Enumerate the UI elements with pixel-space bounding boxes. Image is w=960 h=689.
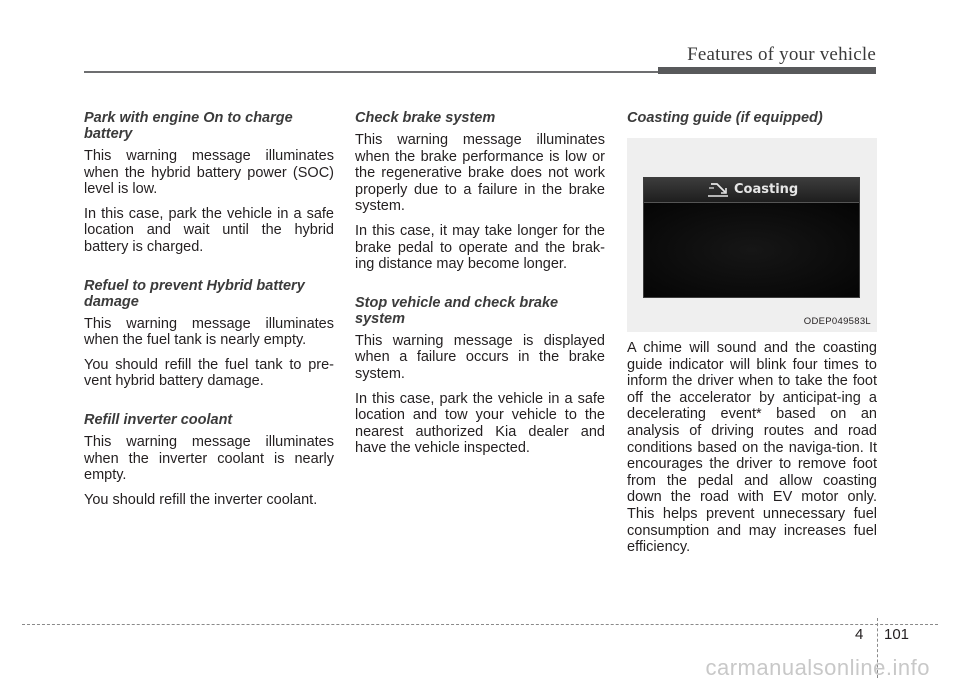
screen-label: Coasting [734,182,799,197]
paragraph: You should refill the inverter coolant. [84,491,318,508]
section-check-brake [355,110,605,273]
figure-code: ODEP049583L [803,316,871,327]
header-rule-accent [658,67,876,74]
page-number: 101 [884,626,910,643]
footer-rule [22,624,938,625]
header-title: Features of your vehicle [687,44,876,65]
paragraph: This warning message illuminates when the brake performance is low or the regenerative brake does not work properly due to a failure in the brake system. [355,132,605,215]
section-title: Refill inverter coolant [84,411,233,428]
screen-title-bar [644,178,859,203]
paragraph: This warning message illuminates when the inverter coolant is nearly empty. [84,433,334,484]
section-title: Refuel to prevent Hybrid battery damage [84,277,305,310]
watermark: carmanualsonline.info [705,655,930,680]
paragraph: This warning message illuminates when the fuel tank is nearly empty. [84,315,334,349]
section-refuel [84,278,334,390]
paragraph: In this case, park the vehicle in a safe location and wait until the hybrid battery is charged. [84,205,334,255]
paragraph: This warning message illuminates when the hybrid battery power (SOC) level is low. [84,148,334,198]
section-title: Check brake system [355,110,496,126]
paragraph: You should refill the fuel tank to pre-vent hybrid battery damage. [84,356,334,390]
section-park-charge [84,110,334,256]
paragraph: A chime will sound and the coasting guide indicator will blink four times to inform the driver when to take the foot off the accelerator by anticipat-ing a decelerating event* based on an analysis of driving routes and road conditions based on the naviga-tion. It encourages the driver to remove foot from the pedal and allow coasting down the road with EV motor only. This helps prevent unnecessary fuel consumption and may increases fuel efficiency. [627,340,877,556]
section-inverter-coolant [84,412,334,508]
paragraph: In this case, it may take longer for the brake pedal to operate and the brak-ing distance may become longer. [355,222,605,273]
column-left [84,110,334,530]
section-title: Park with engine On to charge battery [84,110,293,142]
paragraph: In this case, park the vehicle in a safe location and tow your vehicle to the nearest authorized Kia dealer and have the vehicle inspected. [355,390,605,457]
column-right [627,110,877,564]
coasting-display-figure [627,138,877,332]
coasting-icon [706,181,730,199]
section-stop-vehicle [355,295,605,457]
column-middle [355,110,605,479]
cluster-screen [643,177,860,298]
screen-body [644,203,859,297]
section-title: Coasting guide (if equipped) [627,110,823,126]
chapter-number: 4 [855,626,864,643]
paragraph: This warning message is displayed when a failure occurs in the brake system. [355,332,605,382]
section-title: Stop vehicle and check brake system [355,294,559,327]
